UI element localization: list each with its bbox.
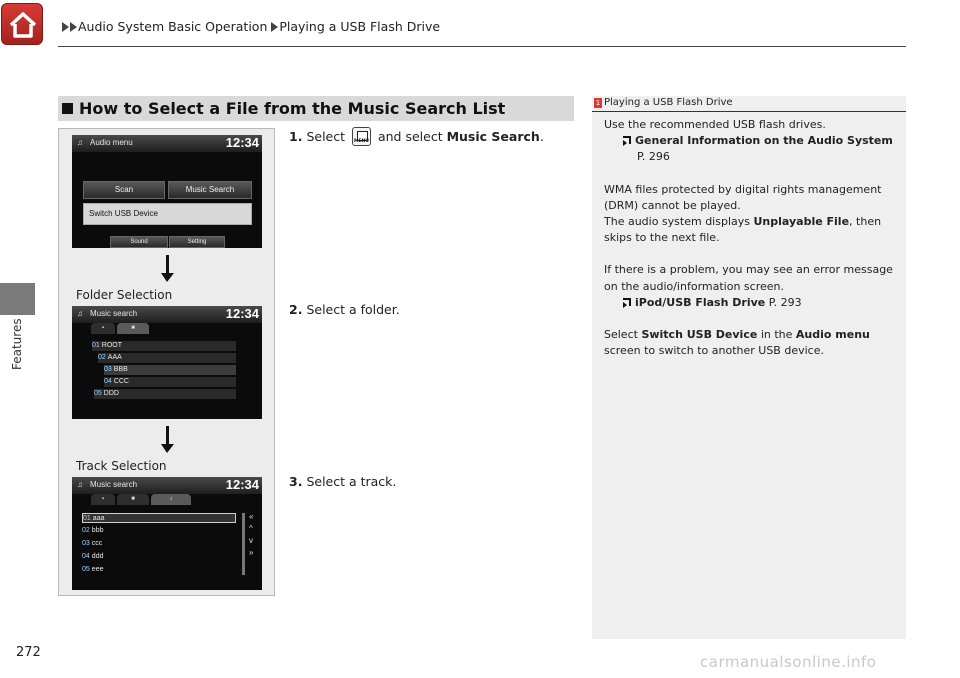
- info-text: If there is a problem, you may see an error message: [604, 263, 893, 277]
- watermark: carmanualsonline.info: [700, 653, 877, 671]
- scroll-down-icon[interactable]: v: [249, 536, 253, 545]
- info-text: skips to the next file.: [604, 231, 720, 245]
- music-note-icon: ♫: [77, 138, 83, 147]
- step-2: 2. Select a folder.: [289, 302, 400, 317]
- flow-arrow-icon: [166, 255, 169, 279]
- breadcrumb-item-audio-basic[interactable]: Audio System Basic Operation: [78, 19, 268, 34]
- screen-title: Music search: [90, 480, 138, 489]
- page-number: 272: [16, 645, 41, 660]
- screenshots-panel: [58, 128, 275, 596]
- audio-menu-screen: [72, 135, 262, 248]
- track-row[interactable]: 04 ddd: [82, 553, 104, 560]
- track-row[interactable]: 05 eee: [82, 566, 104, 573]
- scrollbar[interactable]: [242, 513, 245, 575]
- tab-folder[interactable]: ■: [117, 494, 149, 505]
- breadcrumb-arrow-icon: [271, 22, 278, 32]
- cross-reference[interactable]: General Information on the Audio System: [604, 133, 900, 149]
- chapter-label: Features: [10, 318, 24, 370]
- track-row[interactable]: 03 ccc: [82, 540, 103, 547]
- track-row[interactable]: 01 aaa: [82, 513, 236, 523]
- breadcrumb-item-usb[interactable]: Playing a USB Flash Drive: [279, 19, 441, 34]
- info-header-title: Playing a USB Flash Drive: [604, 97, 733, 108]
- folder-selection-label: Folder Selection: [76, 288, 173, 302]
- home-button[interactable]: [1, 3, 43, 45]
- info-text: (DRM) cannot be played.: [604, 198, 741, 212]
- track-row[interactable]: 02 bbb: [82, 527, 104, 534]
- cross-reference[interactable]: iPod/USB Flash Drive P. 293: [604, 295, 900, 311]
- folder-row[interactable]: 01 ROOT: [92, 341, 236, 351]
- note-number-icon: 1: [595, 99, 601, 107]
- info-text: The audio system displays Unplayable File, then: [604, 215, 882, 229]
- step-1: 1. Select MENU and select Music Search.: [289, 127, 544, 146]
- info-text: WMA files protected by digital rights management: [604, 182, 882, 196]
- folder-search-screen: [72, 306, 262, 419]
- breadcrumb-arrow-icon: [62, 22, 69, 32]
- info-text: Select Switch USB Device in the Audio menu: [604, 328, 870, 342]
- info-body: [604, 117, 900, 359]
- section-heading: [58, 96, 574, 121]
- breadcrumb: [62, 19, 440, 34]
- music-search-button[interactable]: Music Search: [168, 181, 252, 199]
- screen-clock: 12:34: [225, 477, 259, 492]
- screen-header: [72, 135, 262, 152]
- folder-row[interactable]: 05 DDD: [94, 389, 236, 399]
- chapter-tab[interactable]: [0, 283, 35, 315]
- switch-usb-button[interactable]: Switch USB Device: [83, 203, 252, 225]
- info-panel: [592, 96, 906, 639]
- screen-title: Audio menu: [90, 138, 133, 147]
- scan-button[interactable]: Scan: [83, 181, 165, 199]
- folder-row[interactable]: 02 AAA: [98, 353, 236, 363]
- screen-clock: 12:34: [225, 135, 259, 150]
- page-up-icon[interactable]: «: [249, 512, 254, 521]
- screen-clock: 12:34: [225, 306, 259, 321]
- tab-list[interactable]: ▪: [91, 494, 115, 505]
- screen-header: [72, 306, 262, 323]
- music-note-icon: ♫: [77, 309, 83, 318]
- track-search-screen: [72, 477, 262, 590]
- tab-list[interactable]: ▪: [91, 323, 115, 334]
- home-icon: [8, 10, 38, 40]
- info-header: [592, 96, 906, 112]
- breadcrumb-arrow-icon: [70, 22, 77, 32]
- header-divider: [58, 46, 906, 47]
- setting-button[interactable]: Setting: [169, 236, 225, 248]
- info-text: Use the recommended USB flash drives.: [604, 118, 826, 131]
- cross-reference-page: P. 296: [637, 150, 670, 164]
- tab-folder[interactable]: ■: [117, 323, 149, 334]
- scroll-up-icon[interactable]: ^: [249, 524, 253, 533]
- info-text: screen to switch to another USB device.: [604, 344, 824, 358]
- sound-button[interactable]: Sound: [110, 236, 168, 248]
- reference-arrow-icon: [623, 136, 631, 145]
- music-note-icon: ♫: [77, 480, 83, 489]
- page-down-icon[interactable]: »: [249, 548, 254, 557]
- section-bullet-icon: [62, 103, 73, 114]
- section-title: How to Select a File from the Music Search List: [79, 99, 506, 118]
- folder-row[interactable]: 03 BBB: [104, 365, 236, 375]
- flow-arrow-icon: [166, 426, 169, 450]
- screen-header: [72, 477, 262, 494]
- reference-arrow-icon: [623, 298, 631, 307]
- track-selection-label: Track Selection: [76, 459, 167, 473]
- folder-row[interactable]: 04 CCC: [104, 377, 236, 387]
- menu-button-icon: [352, 127, 371, 146]
- info-text: on the audio/information screen.: [604, 279, 784, 293]
- step-3: 3. Select a track.: [289, 474, 397, 489]
- scroll-controls: [249, 511, 253, 559]
- tab-track[interactable]: ♪: [151, 494, 191, 505]
- screen-title: Music search: [90, 309, 138, 318]
